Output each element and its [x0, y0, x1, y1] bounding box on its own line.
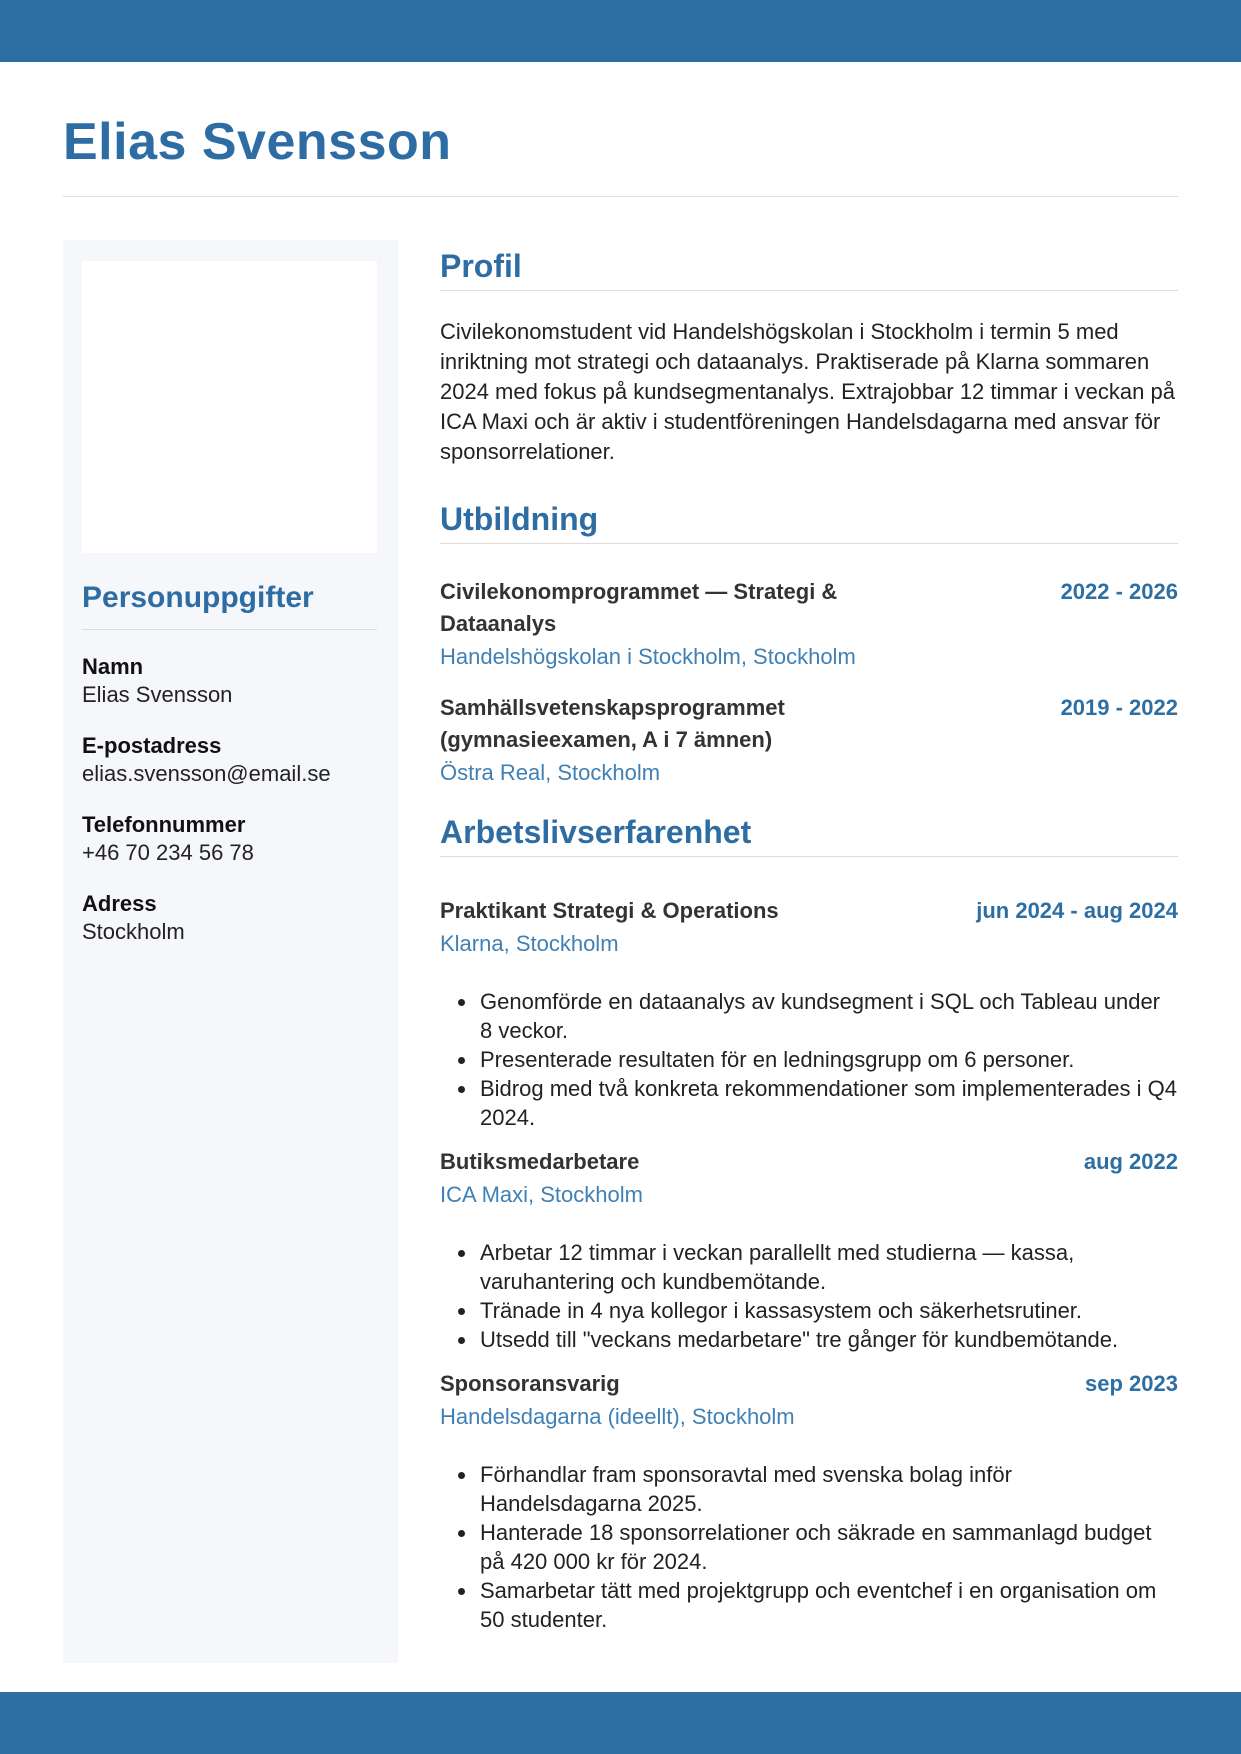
education-institution: Handelshögskolan i Stockholm, Stockholm — [440, 644, 856, 669]
education-entry — [440, 576, 1178, 672]
sidebar-field-phone — [82, 811, 377, 867]
sidebar-field-name — [82, 653, 377, 709]
job-date: jun 2024 - aug 2024 — [976, 898, 1178, 923]
sidebar-heading: Personuppgifter — [82, 581, 377, 630]
education-title: Samhällsvetenskapsprogrammet (gymnasieexamen, A i 7 ämnen) — [440, 695, 785, 752]
field-value: Elias Svensson — [82, 682, 233, 707]
page-title: Elias Svensson — [63, 113, 452, 171]
field-label: Namn — [82, 654, 144, 679]
education-entry — [440, 692, 1178, 788]
education-institution: Östra Real, Stockholm — [440, 760, 661, 785]
job-bullet: • Utsedd till "veckans medarbetare" tre gånger för kundbemötande. — [478, 1325, 1178, 1354]
main-column — [440, 240, 1178, 1634]
entry-head — [440, 895, 1178, 927]
job-employer: Handelsdagarna (ideellt), Stockholm — [440, 1404, 795, 1429]
job-bullet: • Hanterade 18 sponsorrelationer och säkrade en sammanlagd budget på 420 000 kr för 2024. — [478, 1518, 1178, 1576]
bottom-accent-bar — [0, 1692, 1241, 1754]
job-title: Butiksmedarbetare — [440, 1149, 640, 1174]
job-bullet: • Förhandlar fram sponsoravtal med svenska bolag inför Handelsdagarna 2025. — [478, 1460, 1178, 1518]
entry-head — [440, 692, 1178, 756]
job-bullet: • Bidrog med två konkreta rekommendationer som implementerades i Q4 2024. — [478, 1074, 1178, 1132]
job-bullet: • Samarbetar tätt med projektgrupp och eventchef i en organisation om 50 studenter. — [478, 1576, 1178, 1634]
entry-head — [440, 1368, 1178, 1400]
header-divider — [63, 196, 1178, 197]
job-date: aug 2022 — [1083, 1149, 1178, 1174]
job-date: sep 2023 — [1085, 1371, 1178, 1396]
job-bullet: • Presenterade resultaten för en ledningsgrupp om 6 personer. — [478, 1045, 1178, 1074]
job-bullet: • Tränade in 4 nya kollegor i kassasystem och säkerhetsrutiner. — [478, 1296, 1178, 1325]
job-title: Sponsoransvarig — [440, 1371, 620, 1396]
experience-entry — [440, 1368, 1178, 1634]
field-value: +46 70 234 56 78 — [82, 840, 254, 865]
experience-entry — [440, 895, 1178, 1132]
job-employer: Klarna, Stockholm — [440, 931, 619, 956]
field-label: E-postadress — [82, 733, 222, 758]
job-employer: ICA Maxi, Stockholm — [440, 1182, 643, 1207]
job-bullet-list — [440, 1238, 1178, 1354]
entry-head — [440, 1146, 1178, 1178]
section-heading-education: Utbildning — [440, 503, 1178, 544]
field-value: elias.svensson@email.se — [82, 761, 331, 786]
sidebar — [63, 240, 398, 1663]
section-heading-experience: Arbetslivserfarenhet — [440, 816, 1178, 857]
job-bullet: • Genomförde en dataanalys av kundsegment i SQL och Tableau under 8 veckor. — [478, 987, 1178, 1045]
experience-entry — [440, 1146, 1178, 1354]
entry-head — [440, 576, 1178, 640]
photo-placeholder — [82, 261, 377, 553]
profile-text: Civilekonomstudent vid Handelshögskolan i Stockholm i termin 5 med inriktning mot strategi och dataanalys. Praktiserade på Klarna sommaren 2024 med fokus på kundsegmentanalys. Extrajobbar 12 timmar i veckan på ICA Maxi och är aktiv i studentföreningen Handelsdagarna med ansvar för sponsorrelationer. — [440, 319, 1175, 464]
job-title: Praktikant Strategi & Operations — [440, 898, 779, 923]
top-accent-bar — [0, 0, 1241, 62]
field-label: Telefonnummer — [82, 812, 246, 837]
education-date: 2022 - 2026 — [1060, 579, 1178, 604]
job-bullet-list — [440, 987, 1178, 1132]
content-columns — [0, 240, 1241, 1663]
header — [0, 113, 1241, 197]
field-value: Stockholm — [82, 919, 185, 944]
education-title: Civilekonomprogrammet — Strategi & Dataanalys — [440, 579, 838, 636]
sidebar-field-email — [82, 732, 377, 788]
section-heading-profile: Profil — [440, 250, 1178, 291]
job-bullet: • Arbetar 12 timmar i veckan parallellt med studierna — kassa, varuhantering och kundbemötande. — [478, 1238, 1178, 1296]
field-label: Adress — [82, 891, 157, 916]
job-bullet-list — [440, 1460, 1178, 1634]
sidebar-field-address — [82, 890, 377, 946]
education-date: 2019 - 2022 — [1060, 695, 1178, 720]
